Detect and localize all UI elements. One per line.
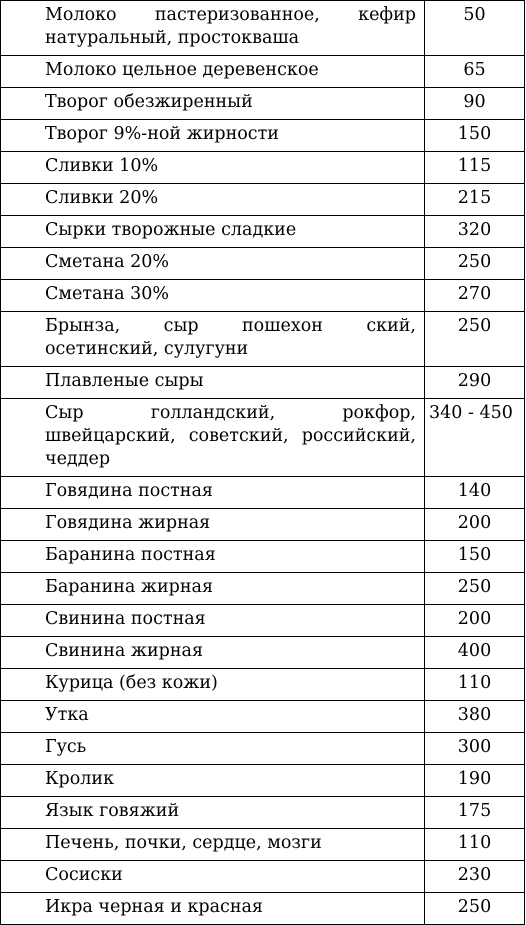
product-value: 215 (425, 184, 525, 216)
table-row (1, 152, 525, 184)
product-value: 90 (425, 88, 525, 120)
product-value: 110 (425, 829, 525, 861)
product-name: Язык говяжий (1, 797, 425, 829)
table-row (1, 669, 525, 701)
table-row (1, 367, 525, 399)
table-row (1, 637, 525, 669)
product-name: Молоко цельное деревенское (1, 56, 425, 88)
table-row (1, 829, 525, 861)
product-name: Творог 9%-ной жирности (1, 120, 425, 152)
product-value: 200 (425, 605, 525, 637)
product-name: Сметана 20% (1, 248, 425, 280)
product-name: Сметана 30% (1, 280, 425, 312)
table-row (1, 399, 525, 477)
table-row (1, 605, 525, 637)
product-name: Творог обезжиренный (1, 88, 425, 120)
product-name: Утка (1, 701, 425, 733)
table-row (1, 893, 525, 925)
table-row (1, 765, 525, 797)
product-value: 250 (425, 893, 525, 925)
table-row (1, 216, 525, 248)
table-row (1, 312, 525, 367)
product-value: 50 (425, 1, 525, 56)
table-row (1, 797, 525, 829)
table-row (1, 248, 525, 280)
product-value: 250 (425, 312, 525, 367)
product-value: 230 (425, 861, 525, 893)
product-name: Баранина жирная (1, 573, 425, 605)
product-value: 380 (425, 701, 525, 733)
product-value: 250 (425, 573, 525, 605)
product-name: Говядина жирная (1, 509, 425, 541)
product-name: Гусь (1, 733, 425, 765)
product-value: 320 (425, 216, 525, 248)
table-row (1, 733, 525, 765)
product-name: Молоко пастеризованное, кефир натуральный, простокваша (1, 1, 425, 56)
table-row (1, 509, 525, 541)
product-value: 140 (425, 477, 525, 509)
product-name: Плавленые сыры (1, 367, 425, 399)
product-value: 400 (425, 637, 525, 669)
table-row (1, 56, 525, 88)
product-value: 115 (425, 152, 525, 184)
product-name: Баранина постная (1, 541, 425, 573)
table-row (1, 701, 525, 733)
product-value: 290 (425, 367, 525, 399)
product-name: Говядина постная (1, 477, 425, 509)
table-body (1, 1, 525, 925)
product-value: 65 (425, 56, 525, 88)
product-value: 340 - 450 (425, 399, 525, 477)
product-name: Свинина жирная (1, 637, 425, 669)
product-name: Печень, почки, сердце, мозги (1, 829, 425, 861)
product-name: Сырки творожные сладкие (1, 216, 425, 248)
product-value: 110 (425, 669, 525, 701)
table-row (1, 541, 525, 573)
product-value: 250 (425, 248, 525, 280)
table-row (1, 280, 525, 312)
product-name: Сливки 10% (1, 152, 425, 184)
table-row (1, 477, 525, 509)
table-row (1, 573, 525, 605)
product-name: Сыр голландский, рокфор, швейцарский, советский, российский, чеддер (1, 399, 425, 477)
product-name: Свинина постная (1, 605, 425, 637)
product-name: Сливки 20% (1, 184, 425, 216)
product-name: Брынза, сыр пошехон ский, осетинский, сулугуни (1, 312, 425, 367)
product-name: Кролик (1, 765, 425, 797)
product-value: 175 (425, 797, 525, 829)
table-row (1, 184, 525, 216)
table-row (1, 88, 525, 120)
product-value: 190 (425, 765, 525, 797)
product-value: 200 (425, 509, 525, 541)
product-value: 150 (425, 120, 525, 152)
table-row (1, 1, 525, 56)
product-value: 300 (425, 733, 525, 765)
product-name: Курица (без кожи) (1, 669, 425, 701)
table-row (1, 120, 525, 152)
product-name: Сосиски (1, 861, 425, 893)
product-value: 270 (425, 280, 525, 312)
product-value: 150 (425, 541, 525, 573)
product-name: Икра черная и красная (1, 893, 425, 925)
